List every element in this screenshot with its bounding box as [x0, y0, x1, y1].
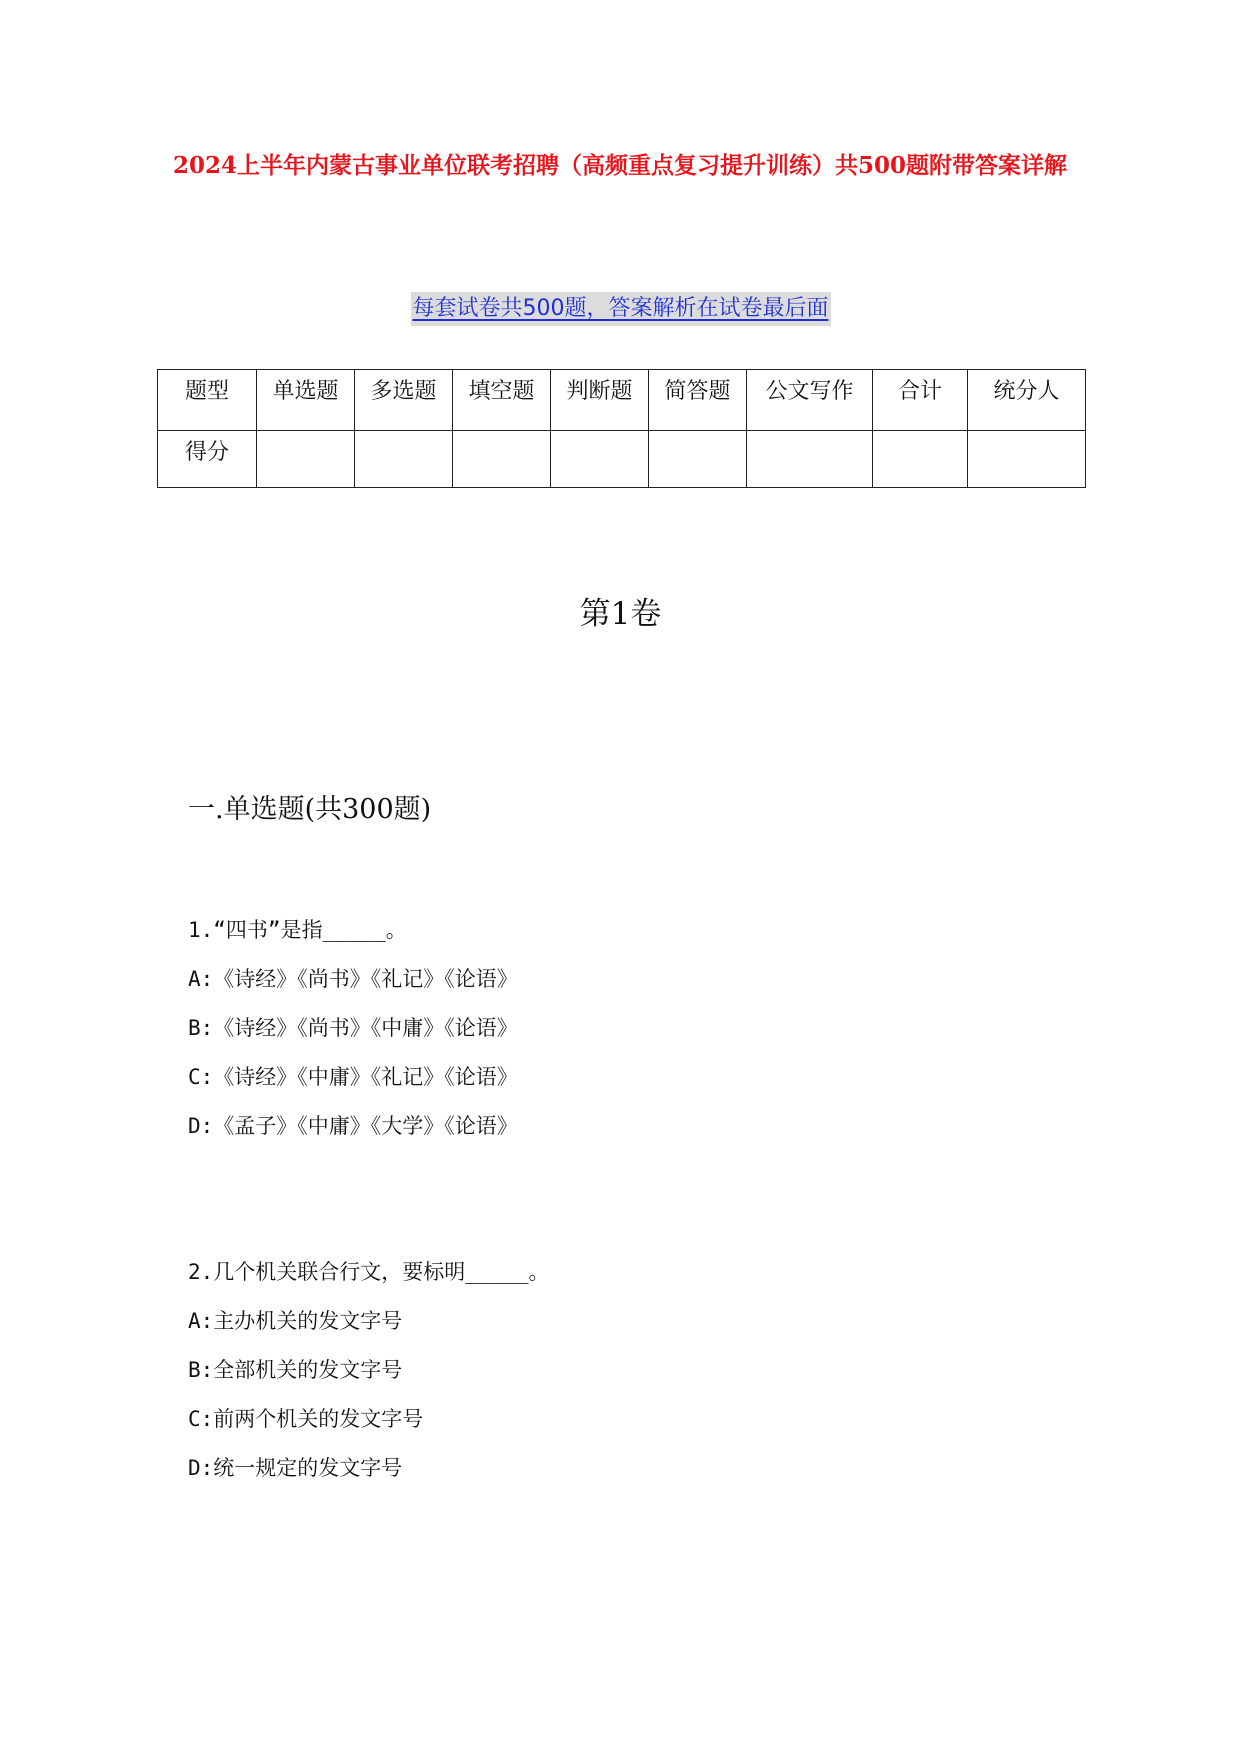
score-table-header-cell: 题型	[158, 370, 257, 431]
score-table-header-cell: 填空题	[453, 370, 551, 431]
subtitle-container	[0, 292, 1241, 326]
score-table-header-cell: 多选题	[355, 370, 453, 431]
score-table-header-row	[158, 370, 1086, 431]
volume-title: 第1卷	[579, 596, 662, 632]
score-table	[157, 369, 1086, 488]
score-table-header-cell: 单选题	[257, 370, 355, 431]
score-row-label: 得分	[158, 431, 257, 488]
question-option: C:前两个机关的发文字号	[188, 1407, 424, 1431]
score-cell	[968, 431, 1086, 488]
score-table-header-cell: 判断题	[551, 370, 649, 431]
score-cell	[453, 431, 551, 488]
question-option: B:全部机关的发文字号	[188, 1358, 403, 1382]
score-cell	[355, 431, 453, 488]
score-cell	[649, 431, 747, 488]
question-stem: 1.“四书”是指_____。	[188, 918, 407, 942]
question-option: C:《诗经》《中庸》《礼记》《论语》	[188, 1065, 518, 1089]
question-stem: 2.几个机关联合行文，要标明_____。	[188, 1260, 550, 1284]
question-1	[188, 915, 1088, 1160]
question-option: B:《诗经》《尚书》《中庸》《论语》	[188, 1016, 518, 1040]
section-heading: 一.单选题(共300题)	[188, 794, 432, 825]
score-cell	[257, 431, 355, 488]
question-2	[188, 1257, 1088, 1502]
score-cell	[747, 431, 873, 488]
score-table-header-cell: 公文写作	[747, 370, 873, 431]
score-table-header-cell: 简答题	[649, 370, 747, 431]
score-table-header-cell: 合计	[873, 370, 968, 431]
question-option: A:《诗经》《尚书》《礼记》《论语》	[188, 967, 518, 991]
score-cell	[873, 431, 968, 488]
question-option: A:主办机关的发文字号	[188, 1309, 403, 1333]
document-subtitle: 每套试卷共500题，答案解析在试卷最后面	[411, 292, 831, 326]
score-table-score-row	[158, 431, 1086, 488]
score-cell	[551, 431, 649, 488]
question-option: D:统一规定的发文字号	[188, 1456, 403, 1480]
question-option: D:《孟子》《中庸》《大学》《论语》	[188, 1114, 518, 1138]
document-title: 2024上半年内蒙古事业单位联考招聘（高频重点复习提升训练）共500题附带答案详解	[172, 152, 1068, 179]
score-table-header-cell: 统分人	[968, 370, 1086, 431]
